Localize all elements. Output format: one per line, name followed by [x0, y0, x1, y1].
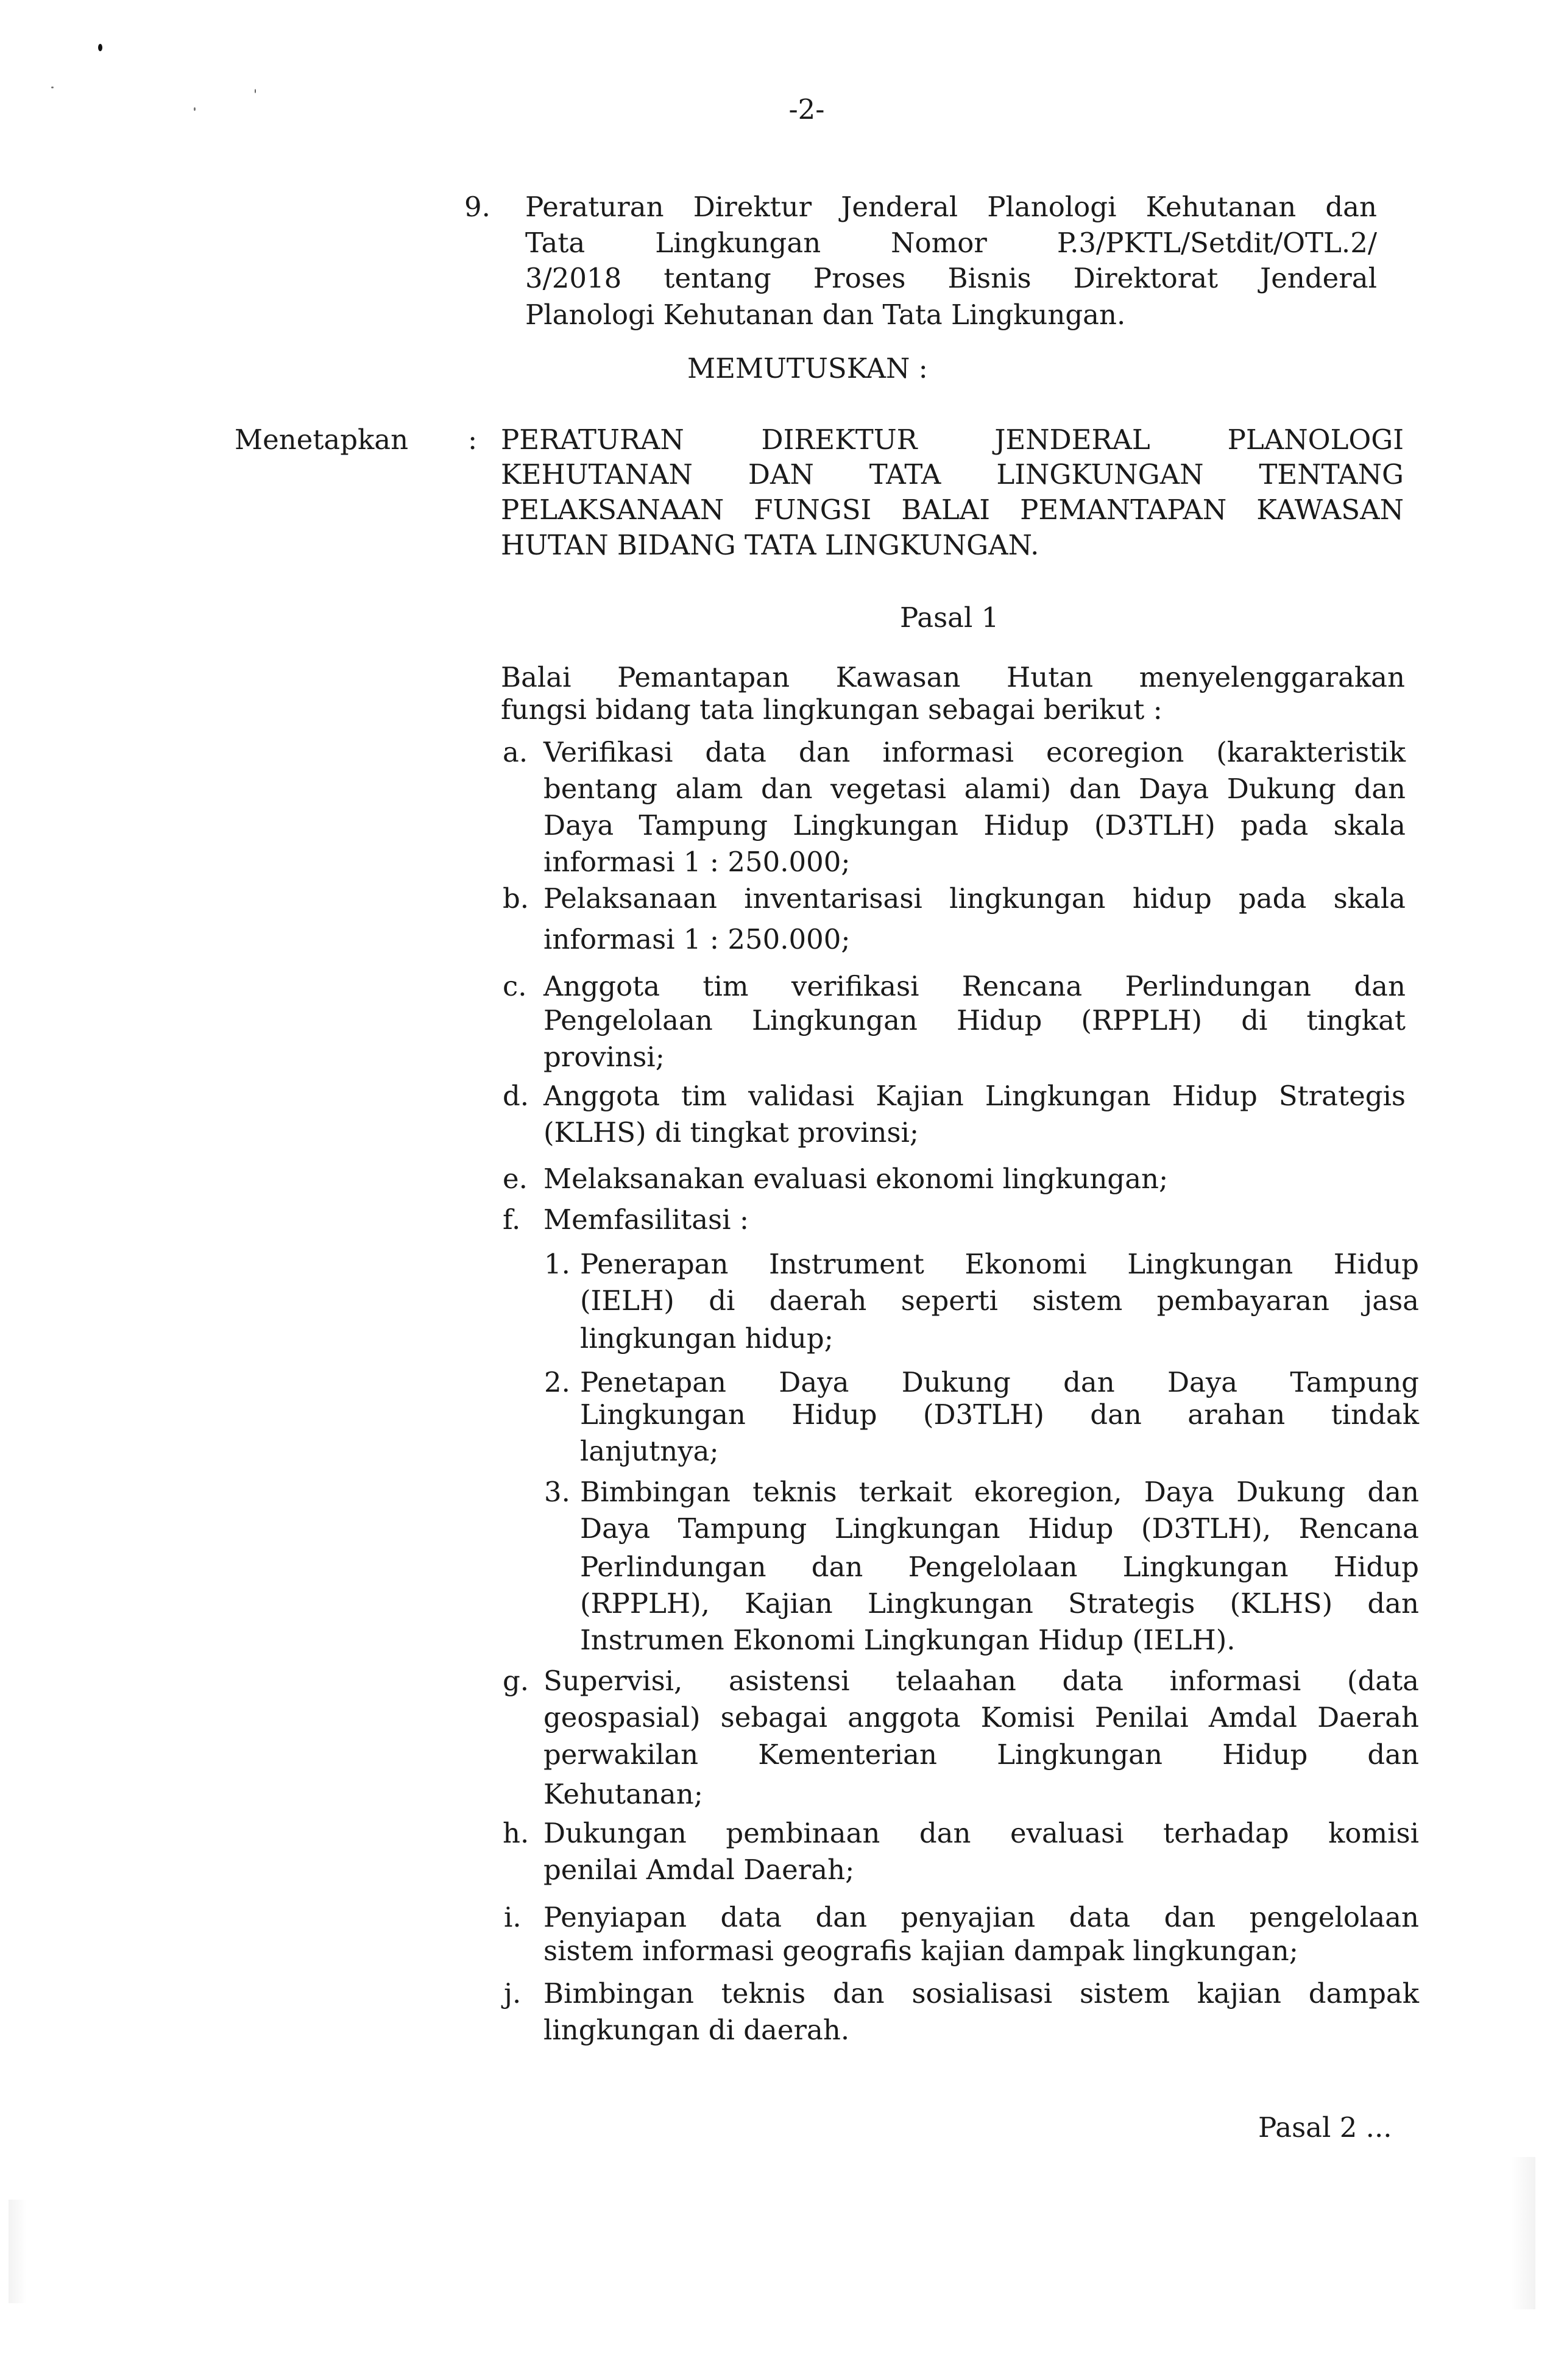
consideration-marker: 9.	[464, 191, 490, 223]
list-item-line: sistem informasi geografis kajian dampak lingkungan;	[543, 1935, 1298, 1967]
list-item-line: bentang alam dan vegetasi alami) dan Daya Dukung dan	[543, 773, 1406, 805]
list-item-line: Anggota tim validasi Kajian Lingkungan Hidup Strategis	[543, 1080, 1406, 1112]
list-item-line: Daya Tampung Lingkungan Hidup (D3TLH) pada skala	[543, 809, 1406, 841]
consideration-line: Planologi Kehutanan dan Tata Lingkungan.	[525, 299, 1126, 331]
continuation-catchword: Pasal 2 ...	[1258, 2111, 1392, 2144]
sublist-item-line: lingkungan hidup;	[580, 1322, 833, 1355]
list-item-line: Bimbingan teknis dan sosialisasi sistem kajian dampak	[543, 1977, 1419, 2010]
list-marker: f.	[503, 1203, 521, 1236]
sublist-marker: 3.	[544, 1476, 570, 1508]
list-item-line: Dukungan pembinaan dan evaluasi terhadap komisi	[543, 1817, 1419, 1849]
sublist-item-line: (IELH) di daerah seperti sistem pembayaran jasa	[580, 1284, 1419, 1317]
list-item-line: lingkungan di daerah.	[543, 2014, 850, 2046]
list-item-line: penilai Amdal Daerah;	[543, 1854, 855, 1886]
list-item-line: provinsi;	[543, 1041, 665, 1073]
sublist-item-line: Lingkungan Hidup (D3TLH) dan arahan tindak	[580, 1398, 1419, 1431]
sublist-item-line: Penetapan Daya Dukung dan Daya Tampung	[580, 1366, 1419, 1398]
list-marker: j.	[504, 1977, 522, 2010]
sublist-item-line: (RPPLH), Kajian Lingkungan Strategis (KLHS) dan	[580, 1587, 1419, 1620]
list-item-line: Melaksanakan evaluasi ekonomi lingkungan;	[543, 1163, 1169, 1195]
article-intro-line: Balai Pemantapan Kawasan Hutan menyelenggarakan	[501, 661, 1405, 693]
list-marker: g.	[503, 1665, 529, 1697]
article-heading: Pasal 1	[900, 601, 999, 634]
decision-heading: MEMUTUSKAN :	[687, 352, 928, 384]
list-item-line: informasi 1 : 250.000;	[543, 923, 851, 955]
regulation-title-line: PERATURAN DIREKTUR JENDERAL PLANOLOGI	[501, 423, 1404, 456]
scan-edge-shadow	[1511, 2157, 1535, 2309]
consideration-line: 3/2018 tentang Proses Bisnis Direktorat Jenderal	[525, 262, 1377, 294]
list-item-line: Verifikasi data dan informasi ecoregion (karakteristik	[543, 736, 1406, 768]
scan-speck	[98, 44, 102, 51]
list-item-line: Kehutanan;	[543, 1778, 703, 1810]
list-item-line: Pelaksanaan inventarisasi lingkungan hidup pada skala	[543, 882, 1406, 915]
sublist-item-line: Daya Tampung Lingkungan Hidup (D3TLH), Rencana	[580, 1512, 1419, 1545]
scan-edge-shadow	[9, 2200, 27, 2303]
list-item-line: perwakilan Kementerian Lingkungan Hidup dan	[543, 1738, 1419, 1771]
list-marker: a.	[503, 736, 528, 768]
sublist-marker: 1.	[544, 1248, 570, 1280]
list-item-line: (KLHS) di tingkat provinsi;	[543, 1116, 919, 1149]
sublist-item-line: Perlindungan dan Pengelolaan Lingkungan Hidup	[580, 1551, 1419, 1583]
regulation-title-line: HUTAN BIDANG TATA LINGKUNGAN.	[501, 529, 1039, 561]
sublist-item-line: lanjutnya;	[580, 1435, 719, 1467]
consideration-line: Tata Lingkungan Nomor P.3/PKTL/Setdit/OTL.2/	[525, 227, 1377, 259]
list-marker: b.	[503, 882, 529, 915]
list-item-line: Supervisi, asistensi telaahan data informasi (data	[543, 1665, 1419, 1697]
list-marker: e.	[503, 1163, 528, 1195]
list-item-line: geospasial) sebagai anggota Komisi Penilai Amdal Daerah	[543, 1701, 1419, 1734]
regulation-title-line: PELAKSANAAN FUNGSI BALAI PEMANTAPAN KAWASAN	[501, 494, 1404, 526]
scan-speck	[255, 89, 256, 93]
regulation-title-line: KEHUTANAN DAN TATA LINGKUNGAN TENTANG	[501, 458, 1404, 491]
list-marker: d.	[503, 1080, 529, 1112]
sublist-item-line: Bimbingan teknis terkait ekoregion, Daya Dukung dan	[580, 1476, 1419, 1508]
sublist-item-line: Instrumen Ekonomi Lingkungan Hidup (IELH).	[580, 1624, 1236, 1656]
scan-speck	[51, 87, 54, 88]
list-item-line: Pengelolaan Lingkungan Hidup (RPPLH) di tingkat	[543, 1004, 1406, 1036]
list-marker: c.	[503, 970, 527, 1002]
menetapkan-label: Menetapkan	[235, 423, 409, 456]
sublist-item-line: Penerapan Instrument Ekonomi Lingkungan Hidup	[580, 1248, 1419, 1280]
list-marker: i.	[504, 1901, 522, 1933]
consideration-line: Peraturan Direktur Jenderal Planologi Kehutanan dan	[525, 191, 1377, 223]
list-item-line: Anggota tim verifikasi Rencana Perlindungan dan	[543, 970, 1406, 1002]
scan-speck	[194, 107, 196, 111]
page-number: -2-	[788, 93, 825, 126]
list-item-line: Penyiapan data dan penyajian data dan pengelolaan	[543, 1901, 1419, 1933]
menetapkan-colon: :	[468, 423, 478, 456]
sublist-marker: 2.	[544, 1366, 570, 1398]
list-marker: h.	[503, 1817, 529, 1849]
list-item-line: Memfasilitasi :	[543, 1203, 749, 1236]
list-item-line: informasi 1 : 250.000;	[543, 846, 851, 878]
article-intro-line: fungsi bidang tata lingkungan sebagai berikut :	[501, 693, 1162, 726]
